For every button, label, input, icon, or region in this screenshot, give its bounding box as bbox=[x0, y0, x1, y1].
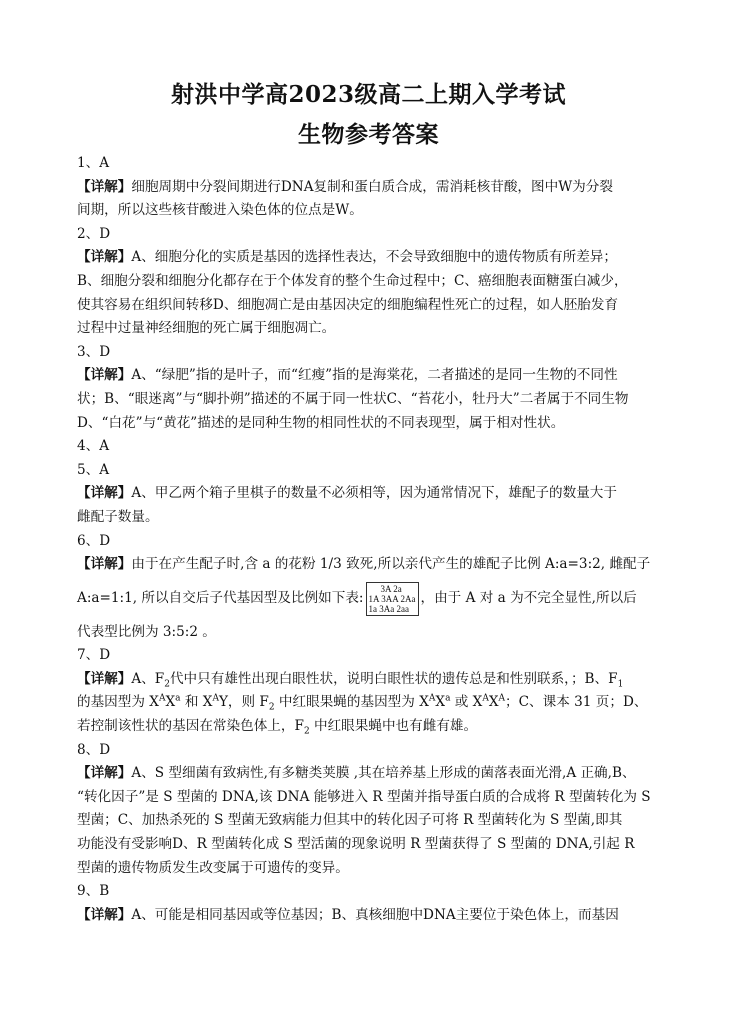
detail-text: 使其容易在组织间转移D、细胞凋亡是由基因决定的细胞编程性死亡的过程，如人胚胎发育 bbox=[77, 296, 619, 313]
detail-text: X bbox=[165, 694, 176, 711]
detail-text-genotypes bbox=[77, 691, 667, 715]
detail-text bbox=[77, 715, 667, 739]
detail-text: 中红眼果蝇中也有雌有雄。 bbox=[309, 718, 478, 735]
detail-tag: 【详解】 bbox=[77, 249, 132, 266]
detail-text: 细胞周期中分裂间期进行DNA复制和蛋白质合成，需消耗核苷酸，图中W为分裂 bbox=[131, 178, 613, 195]
superscript: a bbox=[445, 693, 451, 704]
detail-text: ，由于 A 对 a 为不完全显性,所以后 bbox=[420, 589, 637, 606]
detail-text: B、细胞分裂和细胞分化都存在于个体发育的整个生命过程中；C、癌细胞表面糖蛋白减少， bbox=[77, 272, 628, 289]
detail-tag: 【详解】 bbox=[77, 367, 132, 384]
detail-line-with-table bbox=[77, 577, 667, 621]
detail-text: “转化因子”是 S 型菌的 DNA,该 DNA 能够进入 R 型菌并指导蛋白质的合成将 R 型菌转化为 S bbox=[77, 788, 651, 805]
detail-tag: 【详解】 bbox=[77, 178, 132, 195]
detail-text: Y，则 F bbox=[218, 694, 269, 711]
punnett-row: 1A 3AA 2Aa bbox=[368, 593, 416, 604]
answer-detail-9 bbox=[77, 904, 667, 928]
subscript: 2 bbox=[268, 703, 275, 714]
superscript: A bbox=[482, 693, 489, 704]
answer-content bbox=[77, 152, 667, 927]
detail-text: 状；B、“眼迷离”与“脚扑朔”描述的不属于同一性状C、“苔花小，牡丹大”二者属于不同生物 bbox=[77, 390, 629, 407]
answer-number-4: 4、A bbox=[77, 438, 110, 455]
detail-text: 代表型比例为 3:5:2 。 bbox=[77, 623, 216, 640]
detail-tag: 【详解】 bbox=[77, 906, 132, 923]
detail-text: 代中只有雄性出现白眼性状，说明白眼性状的遗传总是和性别联系，；B、F bbox=[169, 670, 618, 687]
detail-text: 中红眼果蝇的基因型为 X bbox=[274, 694, 429, 711]
page-title: 射洪中学高2023级高二上期入学考试 bbox=[170, 81, 566, 108]
answer-detail-7 bbox=[77, 668, 667, 692]
detail-text: 若控制该性状的基因在常染色体上，F bbox=[77, 718, 304, 735]
detail-text: 功能没有受影响D、R 型菌转化成 S 型活菌的现象说明 R 型菌获得了 S 型菌的 DNA,引起 R bbox=[77, 836, 635, 853]
detail-text: ；C、课本 31 页；D、 bbox=[505, 694, 648, 711]
detail-tag: 【详解】 bbox=[77, 670, 132, 687]
answer-number-9: 9、B bbox=[77, 883, 110, 900]
answer-detail-8 bbox=[77, 762, 667, 786]
subscript: 2 bbox=[303, 726, 310, 737]
detail-text: 和 X bbox=[180, 694, 213, 711]
detail-text: 或 X bbox=[450, 694, 483, 711]
superscript: A bbox=[212, 693, 219, 704]
answer-number-7: 7、D bbox=[77, 647, 111, 664]
answer-detail-3 bbox=[77, 364, 667, 388]
detail-tag: 【详解】 bbox=[77, 485, 132, 502]
detail-text: A、甲乙两个箱子里棋子的数量不必须相等，因为通常情况下，雄配子的数量大于 bbox=[131, 485, 617, 502]
answer-number-5: 5、A bbox=[77, 461, 110, 478]
superscript: a bbox=[175, 693, 181, 704]
detail-text: X bbox=[488, 694, 499, 711]
page-subtitle: 生物参考答案 bbox=[298, 121, 439, 148]
punnett-row: 1a 3Aa 2aa bbox=[368, 603, 409, 614]
superscript: A bbox=[498, 693, 506, 704]
punnett-header-row: 3A 2a bbox=[380, 583, 402, 594]
detail-text: A、细胞分化的实质是基因的选择性表达，不会导致细胞中的遗传物质有所差异； bbox=[131, 249, 617, 266]
detail-tag: 【详解】 bbox=[77, 765, 132, 782]
detail-text: X bbox=[435, 694, 446, 711]
detail-text: A、“绿肥”指的是叶子，而“红瘦”指的是海棠花，二者描述的是同一生物的不同性 bbox=[131, 367, 618, 384]
subscript: 1 bbox=[617, 679, 624, 690]
superscript: A bbox=[158, 693, 166, 704]
answer-detail-1 bbox=[77, 176, 667, 200]
detail-text: D、“白花”与“黄花”描述的是同种生物的相同性状的不同表现型，属于相对性状。 bbox=[77, 414, 565, 431]
answer-detail-5 bbox=[77, 482, 667, 506]
detail-text: 由于在产生配子时,含 a 的花粉 1/3 致死,所以亲代产生的雄配子比例 A:a=3:2, 雌配子 bbox=[131, 556, 651, 573]
detail-text: 过程中过量神经细胞的死亡属于细胞凋亡。 bbox=[77, 320, 336, 337]
answer-number-3: 3、D bbox=[77, 343, 111, 360]
detail-text: A、可能是相同基因或等位基因；B、真核细胞中DNA主要位于染色体上，而基因 bbox=[131, 906, 619, 923]
superscript: A bbox=[428, 693, 436, 704]
punnett-square bbox=[366, 582, 419, 616]
detail-text: A、S 型细菌有致病性,有多糖类荚膜 ,其在培养基上形成的菌落表面光滑,A 正确,B、 bbox=[131, 765, 636, 782]
detail-text: A、F bbox=[131, 670, 165, 687]
answer-number-6: 6、D bbox=[77, 532, 111, 549]
detail-text: 雌配子数量。 bbox=[77, 508, 159, 525]
detail-text: A:a=1:1, 所以自交后子代基因型及比例如下表: bbox=[77, 589, 364, 606]
answer-number-2: 2、D bbox=[77, 225, 111, 242]
detail-text: 的基因型为 X bbox=[77, 694, 159, 711]
answer-number-1: 1、A bbox=[77, 155, 110, 171]
answer-number-8: 8、D bbox=[77, 741, 111, 758]
answer-detail-2 bbox=[77, 246, 667, 270]
detail-tag: 【详解】 bbox=[77, 556, 132, 573]
detail-text: 型菌的遗传物质发生改变属于可遗传的变异。 bbox=[77, 859, 349, 876]
answer-detail-6 bbox=[77, 553, 667, 577]
subscript: 2 bbox=[164, 679, 170, 690]
detail-text: 型菌；C、加热杀死的 S 型菌无致病能力但其中的转化因子可将 R 型菌转化为 S 型菌,即其 bbox=[77, 812, 623, 829]
detail-text: 间期，所以这些核苷酸进入染色体的位点是W。 bbox=[77, 202, 363, 219]
